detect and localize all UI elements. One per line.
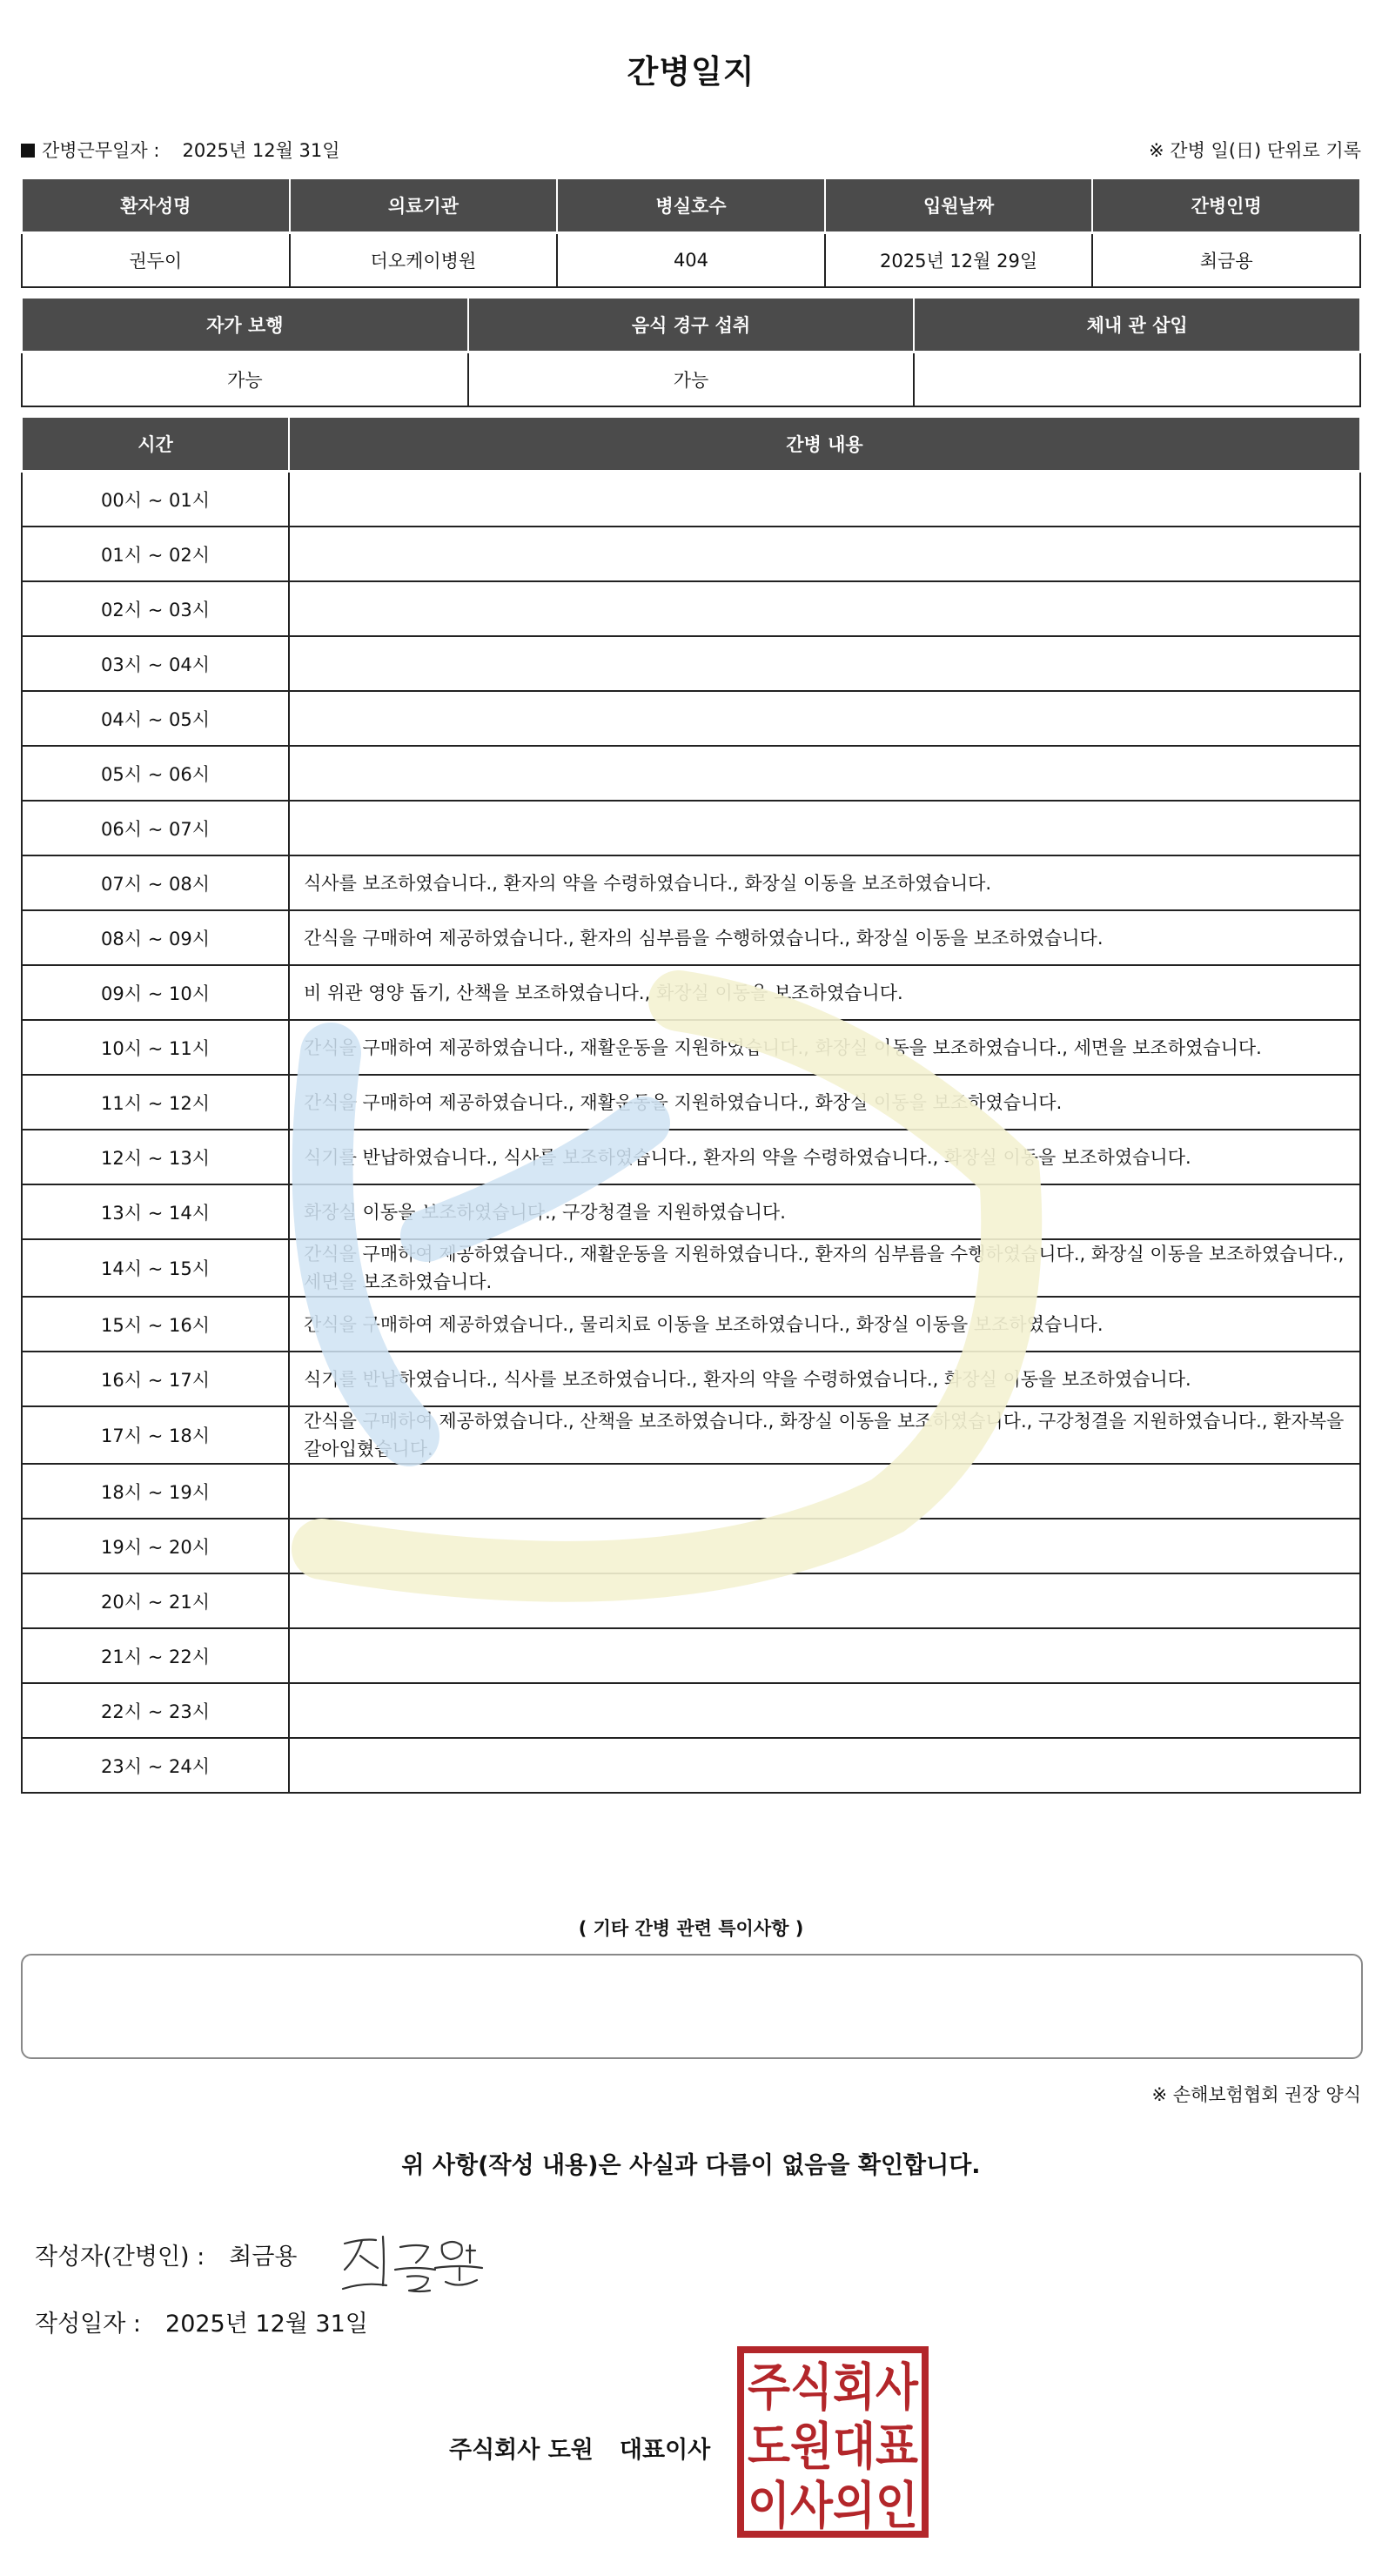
care-log-row [22,1184,1360,1239]
care-log-row [22,855,1360,910]
write-date-value: 2025년 12월 31일 [165,2311,368,2338]
log-content-cell: 식사를 보조하였습니다., 환자의 약을 수령하였습니다., 화장실 이동을 보조하였습니다. [289,855,1360,910]
log-time-cell: 23시 ~ 24시 [22,1738,289,1793]
log-content-cell [289,691,1360,746]
care-log-row [22,636,1360,691]
write-date-label: 작성일자 : [35,2311,142,2338]
status-header: 자가 보행 [22,298,468,352]
log-content-cell: 간식을 구매하여 제공하였습니다., 재활운동을 지원하였습니다., 화장실 이동을 보조하였습니다. [289,1075,1360,1130]
log-content-cell: 간식을 구매하여 제공하였습니다., 환자의 심부름을 수행하였습니다., 화장실 이동을 보조하였습니다. [289,910,1360,965]
care-log-row [22,1573,1360,1628]
care-log-row [22,746,1360,801]
care-log-table [21,415,1361,1794]
writer-name: 최금용 [229,2244,298,2271]
care-log-row [22,581,1360,636]
care-log-row [22,1130,1360,1184]
care-log-row [22,1519,1360,1573]
care-log-row [22,691,1360,746]
log-content-cell [289,1628,1360,1683]
content-column-header: 간병 내용 [289,417,1360,472]
log-content-cell [289,636,1360,691]
work-date-value: 2025년 12월 31일 [182,140,340,161]
status-header: 체내 관 삽입 [914,298,1360,352]
writer-row [35,2237,298,2271]
status-header: 음식 경구 섭취 [468,298,915,352]
log-time-cell: 04시 ~ 05시 [22,691,289,746]
svg-text:이사의인: 이사의인 [748,2476,918,2535]
log-content-cell [289,1573,1360,1628]
log-content-cell [289,472,1360,527]
time-column-header: 시간 [22,417,289,472]
info-header: 입원날짜 [825,178,1093,233]
confirmation-statement: 위 사항(작성 내용)은 사실과 다름이 없음을 확인합니다. [401,2152,981,2179]
care-log-row [22,801,1360,855]
svg-text:주식회사: 주식회사 [748,2358,919,2417]
recommend-note: ※ 손해보험협회 권장 양식 [1151,2084,1361,2105]
log-content-cell: 화장실 이동을 보조하였습니다., 구강청결을 지원하였습니다. [289,1184,1360,1239]
caregiver-name: 최금용 [1092,233,1360,288]
log-time-cell: 05시 ~ 06시 [22,746,289,801]
log-time-cell: 21시 ~ 22시 [22,1628,289,1683]
log-content-cell [289,801,1360,855]
log-time-cell: 22시 ~ 23시 [22,1683,289,1738]
care-log-row [22,1020,1360,1075]
care-log-row [22,1406,1360,1464]
company-seal [736,2345,929,2539]
admission-date: 2025년 12월 29일 [825,233,1093,288]
log-content-cell [289,1519,1360,1573]
notes-title: ( 기타 간병 관련 특이사항 ) [578,1918,804,1939]
document-title: 간병일지 [627,53,755,91]
info-header: 환자성명 [22,178,290,233]
company-name: 주식회사 도원 [449,2437,594,2464]
log-time-cell: 15시 ~ 16시 [22,1297,289,1352]
oral-intake-value: 가능 [468,352,915,407]
room-number: 404 [557,233,825,288]
log-content-cell: 간식을 구매하여 제공하였습니다., 재활운동을 지원하였습니다., 환자의 심부름을 수행하였습니다., 화장실 이동을 보조하였습니다., 세면을 보조하였습니다. [289,1239,1360,1297]
log-content-cell: 식기를 반납하였습니다., 식사를 보조하였습니다., 환자의 약을 수령하였습니다., 화장실 이동을 보조하였습니다. [289,1130,1360,1184]
care-log-row [22,472,1360,527]
work-date-row [21,137,340,163]
log-time-cell: 10시 ~ 11시 [22,1020,289,1075]
log-time-cell: 02시 ~ 03시 [22,581,289,636]
log-time-cell: 18시 ~ 19시 [22,1464,289,1519]
log-time-cell: 00시 ~ 01시 [22,472,289,527]
log-content-cell [289,581,1360,636]
care-log-row [22,1239,1360,1297]
log-time-cell: 06시 ~ 07시 [22,801,289,855]
svg-text:도원대표: 도원대표 [748,2417,918,2476]
log-time-cell: 14시 ~ 15시 [22,1239,289,1297]
log-content-cell [289,1464,1360,1519]
self-walking-value: 가능 [22,352,468,407]
log-content-cell: 식기를 반납하였습니다., 식사를 보조하였습니다., 환자의 약을 수령하였습니다., 화장실 이동을 보조하였습니다. [289,1352,1360,1406]
log-time-cell: 12시 ~ 13시 [22,1130,289,1184]
log-content-cell: 간식을 구매하여 제공하였습니다., 물리치료 이동을 보조하였습니다., 화장실 이동을 보조하였습니다. [289,1297,1360,1352]
write-date-row [35,2304,368,2338]
patient-name: 권두이 [22,233,290,288]
care-log-body [22,472,1360,1794]
info-header: 병실호수 [557,178,825,233]
log-time-cell: 09시 ~ 10시 [22,965,289,1020]
notes-box [21,1954,1363,2059]
care-log-row [22,965,1360,1020]
care-log-row [22,527,1360,581]
log-time-cell: 03시 ~ 04시 [22,636,289,691]
log-content-cell: 간식을 구매하여 제공하였습니다., 재활운동을 지원하였습니다., 화장실 이동을 보조하였습니다., 세면을 보조하였습니다. [289,1020,1360,1075]
log-time-cell: 13시 ~ 14시 [22,1184,289,1239]
log-time-cell: 08시 ~ 09시 [22,910,289,965]
care-log-row [22,1297,1360,1352]
company-signature-line [449,2431,710,2465]
log-content-cell [289,1738,1360,1793]
log-time-cell: 20시 ~ 21시 [22,1573,289,1628]
log-time-cell: 19시 ~ 20시 [22,1519,289,1573]
log-time-cell: 16시 ~ 17시 [22,1352,289,1406]
work-date-label: 간병근무일자 : [42,140,160,161]
care-log-row [22,1738,1360,1793]
tube-insertion-value [914,352,1360,407]
info-header: 간병인명 [1092,178,1360,233]
log-content-cell [289,1683,1360,1738]
log-time-cell: 07시 ~ 08시 [22,855,289,910]
square-bullet-icon [21,144,35,158]
care-log-row [22,1683,1360,1738]
handwritten-signature [338,2228,494,2298]
care-log-row [22,1464,1360,1519]
care-log-row [22,1352,1360,1406]
care-log-row [22,910,1360,965]
info-header: 의료기관 [290,178,558,233]
patient-info-table [21,177,1361,288]
unit-note: ※ 간병 일(日) 단위로 기록 [1149,140,1361,161]
care-log-row [22,1075,1360,1130]
log-content-cell: 간식을 구매하여 제공하였습니다., 산책을 보조하였습니다., 화장실 이동을 보조하였습니다., 구강청결을 지원하였습니다., 환자복을 갈아입혔습니다. [289,1406,1360,1464]
log-content-cell [289,746,1360,801]
hospital-name: 더오케이병원 [290,233,558,288]
patient-status-table [21,296,1361,407]
ceo-title: 대표이사 [619,2437,711,2464]
log-content-cell: 비 위관 영양 돕기, 산책을 보조하였습니다., 화장실 이동을 보조하였습니다. [289,965,1360,1020]
care-log-row [22,1628,1360,1683]
log-time-cell: 01시 ~ 02시 [22,527,289,581]
log-time-cell: 17시 ~ 18시 [22,1406,289,1464]
log-time-cell: 11시 ~ 12시 [22,1075,289,1130]
log-content-cell [289,527,1360,581]
writer-label: 작성자(간병인) : [35,2244,205,2271]
